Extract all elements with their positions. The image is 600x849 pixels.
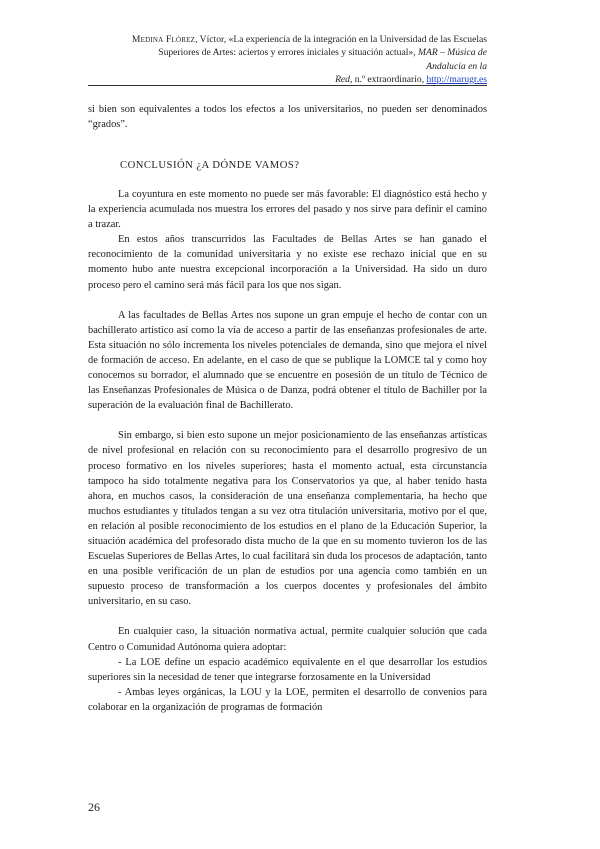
citation-line-1 (120, 33, 487, 46)
citation-line-2 (120, 46, 487, 73)
paragraph-2: En estos años transcurridos las Facultades de Bellas Artes se han ganado el reconocimiento de la comunidad universitaria y no existe ese rechazo inicial que en su momento hubo ante nuestra excepcional incorporación a la Universidad. Ha sido un duro proceso pero el camino será más fácil para los que nos sigan. (88, 234, 487, 291)
paragraph-4: Sin embargo, si bien esto supone un mejor posicionamiento de las enseñanzas artísticas de nivel profesional en relación con su reconocimiento para el desarrollo progresivo de un proceso formativo en los niveles superiores; hasta el momento actual, esta circunstancia tampoco ha sido totalmente negativa para los Conservatorios ya que, al haber tenido hasta ahora, en muchos casos, la consideración de una enseñanza complementaria, ha hecho que muchos estudiantes y titulados tengan a su vez otra titulación universitaria, motivo por el que, en relación al posible reconocimiento de los estudios en el plano de la Educación Superior, la situación académica del profesorado dista mucho de la que en su momento tuvieron los de las Escuelas Superiores de Bellas Artes, lo cual facilitará sin duda los procesos de adaptación, tanto en una posible verificación de un plan de estudios por una agencia como también en un supuesto proceso de transformación a los cuerpos docentes y profesionales del ámbito universitario, en su caso. (88, 430, 487, 608)
journal-link[interactable]: http://marugr.es (426, 73, 487, 85)
issue-label: , n.º extraordinario, (349, 73, 427, 85)
paragraph-1: La coyuntura en este momento no puede ser más favorable: El diagnóstico está hecho y la experiencia acumulada nos muestra los errores del pasado y nos sirve para definir el camino a trazar. (88, 189, 487, 231)
journal-name: MAR – Música de Andalucía en la (417, 47, 487, 72)
journal-name-end: Red (335, 73, 350, 85)
header-divider (88, 85, 487, 86)
list-item-2: - Ambas leyes orgánicas, la LOU y la LOE, permiten el desarrollo de convenios para colaborar en la organización de programas de formación (88, 686, 487, 713)
running-header (120, 33, 487, 86)
section-heading: CONCLUSIÓN ¿A DÓNDE VAMOS? (120, 160, 300, 171)
paragraph-3: A las facultades de Bellas Artes nos supone un gran empuje el hecho de contar con un bachillerato artístico así como la vía de acceso a partir de las enseñanzas profesionales de arte. Esta situación no sólo incrementa los niveles potenciales de demanda, sino que mejora el nivel de formación de acceso. En adelante, en el caso de que se publique la LOMCE tal y como hoy conocemos su borrador, el alumnado que se encuentre en posesión de un título de Técnico de las Enseñanzas Profesionales de Música o de Danza, podrá obtener el título de Bachiller por la superación de la evaluación final de Bachillerato. (88, 309, 487, 412)
intro-paragraph: si bien son equivalentes a todos los efectos a los universitarios, no pueden ser denominados “grados”. (88, 104, 487, 131)
citation-title-start: , Víctor, «La experiencia de la integración en la Universidad de las Escuelas (195, 34, 487, 45)
intro-text (88, 102, 487, 132)
paragraph-5: En cualquier caso, la situación normativa actual, permite cualquier solución que cada Centro o Comunidad Autónoma quiera adoptar: (88, 626, 487, 653)
list-item-1: - La LOE define un espacio académico equivalente en el que desarrollar los estudios superiores sin la necesidad de tener que integrarse forzosamente en la Universidad (88, 656, 487, 683)
author-name: Medina Flórez (131, 34, 196, 45)
main-text (88, 187, 487, 715)
page-number: 26 (88, 800, 100, 814)
citation-title-end: Superiores de Artes: aciertos y errores iniciales y situación actual», (158, 47, 418, 59)
